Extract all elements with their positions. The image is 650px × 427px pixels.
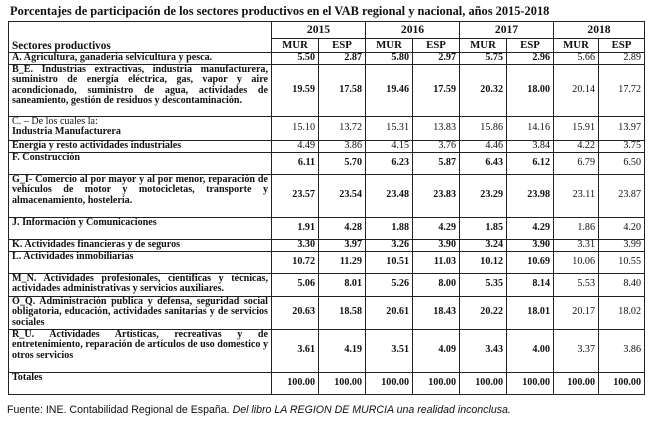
value-mur: 1.88 (366, 217, 413, 239)
value-esp: 18.43 (413, 296, 460, 329)
value-mur: 20.63 (272, 296, 319, 329)
table-row (9, 140, 645, 152)
value-esp: 4.19 (319, 329, 366, 372)
value-mur: 4.46 (460, 140, 507, 152)
header-mur: MUR (554, 39, 599, 53)
sector-label (9, 251, 272, 273)
value-mur: 3.24 (460, 239, 507, 251)
value-mur: 100.00 (460, 372, 507, 394)
header-mur: MUR (272, 39, 319, 53)
value-esp: 8.14 (507, 273, 554, 296)
value-mur: 10.12 (460, 251, 507, 273)
value-esp: 13.97 (599, 116, 645, 140)
value-esp: 100.00 (507, 372, 554, 394)
sector-label-text: A. Agricultura, ganadería selvicultura y pesca. (12, 52, 213, 63)
value-mur: 6.79 (554, 152, 599, 174)
header-esp: ESP (319, 39, 366, 53)
source-prefix: Fuente: INE. Contabilidad Regional de España. (7, 404, 233, 416)
value-mur: 19.59 (272, 64, 319, 116)
sector-label-text: R_U. Actividades Artísticas, recreativas y de entretenimiento, reparación de artículos de uso domestico y otros servicios (12, 329, 268, 361)
value-esp: 18.00 (507, 64, 554, 116)
value-mur: 6.11 (272, 152, 319, 174)
value-mur: 4.49 (272, 140, 319, 152)
sector-label-text: Totales (12, 372, 43, 383)
table-title: Porcentajes de participación de los sectores productivos en el VAB regional y nacional, años 2015-2018 (10, 4, 550, 18)
value-esp: 3.90 (507, 239, 554, 251)
value-esp: 4.28 (319, 217, 366, 239)
value-esp: 2.89 (599, 53, 645, 65)
value-esp: 23.87 (599, 174, 645, 217)
value-mur: 3.61 (272, 329, 319, 372)
header-year: 2015 (272, 22, 366, 39)
sector-label (9, 116, 272, 140)
header-esp: ESP (507, 39, 554, 53)
sector-label (9, 53, 272, 65)
value-esp: 17.72 (599, 64, 645, 116)
value-mur: 6.23 (366, 152, 413, 174)
value-esp: 4.29 (507, 217, 554, 239)
value-esp: 4.00 (507, 329, 554, 372)
value-mur: 3.30 (272, 239, 319, 251)
value-mur: 15.91 (554, 116, 599, 140)
table-row (9, 116, 645, 140)
value-mur: 20.14 (554, 64, 599, 116)
value-mur: 20.22 (460, 296, 507, 329)
sector-label-text: G_I- Comercio al por mayor y al por menor, reparación de vehículos de motor y motocicletas, transporte y almacenamiento, hostelería. (12, 174, 268, 206)
value-mur: 3.31 (554, 239, 599, 251)
value-mur: 5.50 (272, 53, 319, 65)
value-esp: 13.72 (319, 116, 366, 140)
value-esp: 18.02 (599, 296, 645, 329)
header-sector: Sectores productivos (9, 22, 272, 53)
table-row (9, 217, 645, 239)
value-esp: 23.83 (413, 174, 460, 217)
header-esp: ESP (599, 39, 645, 53)
value-mur: 23.57 (272, 174, 319, 217)
value-esp: 10.69 (507, 251, 554, 273)
value-esp: 17.58 (319, 64, 366, 116)
source-note (7, 404, 647, 417)
value-mur: 4.15 (366, 140, 413, 152)
value-esp: 3.76 (413, 140, 460, 152)
sector-label-text: M_N. Actividades profesionales, científicas y técnicas, actividades administrativas y servicios auxiliares. (12, 273, 268, 295)
value-mur: 100.00 (554, 372, 599, 394)
value-mur: 10.51 (366, 251, 413, 273)
header-mur: MUR (366, 39, 413, 53)
value-mur: 100.00 (272, 372, 319, 394)
value-mur: 3.37 (554, 329, 599, 372)
table-body (9, 53, 645, 395)
value-esp: 4.09 (413, 329, 460, 372)
sector-label-text: L. Actividades inmobiliarias (12, 251, 134, 262)
value-esp: 3.86 (599, 329, 645, 372)
sector-label (9, 273, 272, 296)
value-esp: 18.01 (507, 296, 554, 329)
value-esp: 23.54 (319, 174, 366, 217)
value-mur: 1.86 (554, 217, 599, 239)
value-mur: 3.26 (366, 239, 413, 251)
value-mur: 6.43 (460, 152, 507, 174)
value-esp: 2.97 (413, 53, 460, 65)
value-mur: 20.32 (460, 64, 507, 116)
value-mur: 20.61 (366, 296, 413, 329)
value-esp: 100.00 (413, 372, 460, 394)
value-esp: 6.12 (507, 152, 554, 174)
sector-label (9, 372, 272, 394)
value-esp: 17.59 (413, 64, 460, 116)
value-mur: 4.22 (554, 140, 599, 152)
header-esp: ESP (413, 39, 460, 53)
table-row (9, 251, 645, 273)
value-esp: 3.86 (319, 140, 366, 152)
value-mur: 5.06 (272, 273, 319, 296)
table-row (9, 152, 645, 174)
value-esp: 4.20 (599, 217, 645, 239)
value-mur: 5.53 (554, 273, 599, 296)
value-mur: 1.85 (460, 217, 507, 239)
value-mur: 23.11 (554, 174, 599, 217)
sector-label (9, 152, 272, 174)
value-mur: 1.91 (272, 217, 319, 239)
table-row (9, 329, 645, 372)
table-row (9, 64, 645, 116)
value-esp: 3.99 (599, 239, 645, 251)
value-mur: 20.17 (554, 296, 599, 329)
value-esp: 8.00 (413, 273, 460, 296)
source-book: Del libro LA REGION DE MURCIA una realidad inconclusa. (232, 404, 511, 416)
value-mur: 10.72 (272, 251, 319, 273)
sector-sublabel-text: Industria Manufacturera (12, 126, 121, 138)
value-esp: 3.97 (319, 239, 366, 251)
value-mur: 5.66 (554, 53, 599, 65)
value-mur: 15.86 (460, 116, 507, 140)
value-esp: 6.50 (599, 152, 645, 174)
table-row (9, 53, 645, 65)
table-row (9, 239, 645, 251)
value-mur: 23.48 (366, 174, 413, 217)
value-esp: 3.75 (599, 140, 645, 152)
value-esp: 8.40 (599, 273, 645, 296)
header-year: 2018 (554, 22, 645, 39)
table-row (9, 273, 645, 296)
header-mur: MUR (460, 39, 507, 53)
value-esp: 10.55 (599, 251, 645, 273)
value-mur: 5.35 (460, 273, 507, 296)
sector-label-text: K. Actividades financieras y de seguros (12, 239, 181, 250)
value-mur: 15.31 (366, 116, 413, 140)
sector-label-text: F. Construcción (12, 152, 81, 163)
value-mur: 3.51 (366, 329, 413, 372)
value-mur: 5.80 (366, 53, 413, 65)
value-esp: 23.98 (507, 174, 554, 217)
sector-label (9, 174, 272, 217)
value-mur: 3.43 (460, 329, 507, 372)
value-mur: 23.29 (460, 174, 507, 217)
value-esp: 3.90 (413, 239, 460, 251)
value-esp: 100.00 (599, 372, 645, 394)
sector-label (9, 239, 272, 251)
sector-label (9, 64, 272, 116)
value-esp: 8.01 (319, 273, 366, 296)
value-esp: 4.29 (413, 217, 460, 239)
value-mur: 15.10 (272, 116, 319, 140)
header-year: 2016 (366, 22, 460, 39)
sector-label-text: B_E. Industrias extractivas, industria manufacturera, suministro de energía eléctrica, gas, vapor y aire acondicionado, suministro de agua, actividades de saneamiento, gestión de residuos y descontaminación. (12, 64, 268, 107)
value-mur: 100.00 (366, 372, 413, 394)
value-esp: 5.87 (413, 152, 460, 174)
table-row (9, 372, 645, 394)
sector-label (9, 140, 272, 152)
sector-label-text: O_Q. Administración publica y defensa, seguridad social obligatoria, educación, actividades sanitarias y de servicios sociales (12, 296, 268, 328)
value-mur: 5.26 (366, 273, 413, 296)
header-row-years (9, 22, 645, 39)
value-mur: 19.46 (366, 64, 413, 116)
table-row (9, 296, 645, 329)
value-esp: 5.70 (319, 152, 366, 174)
value-esp: 11.29 (319, 251, 366, 273)
table-row (9, 174, 645, 217)
value-esp: 18.58 (319, 296, 366, 329)
sector-label (9, 296, 272, 329)
vab-table (8, 21, 645, 395)
sector-label-text: C. – De los cuales la: (12, 116, 98, 127)
value-esp: 11.03 (413, 251, 460, 273)
value-esp: 13.83 (413, 116, 460, 140)
sector-label-text: J. Información y Comunicaciones (12, 217, 157, 228)
value-esp: 2.96 (507, 53, 554, 65)
value-esp: 14.16 (507, 116, 554, 140)
sector-label (9, 217, 272, 239)
sector-label (9, 329, 272, 372)
value-mur: 10.06 (554, 251, 599, 273)
value-esp: 2.87 (319, 53, 366, 65)
value-esp: 100.00 (319, 372, 366, 394)
header-year: 2017 (460, 22, 554, 39)
sector-label-text: Energía y resto actividades industriales (12, 140, 182, 151)
value-mur: 5.75 (460, 53, 507, 65)
value-esp: 3.84 (507, 140, 554, 152)
